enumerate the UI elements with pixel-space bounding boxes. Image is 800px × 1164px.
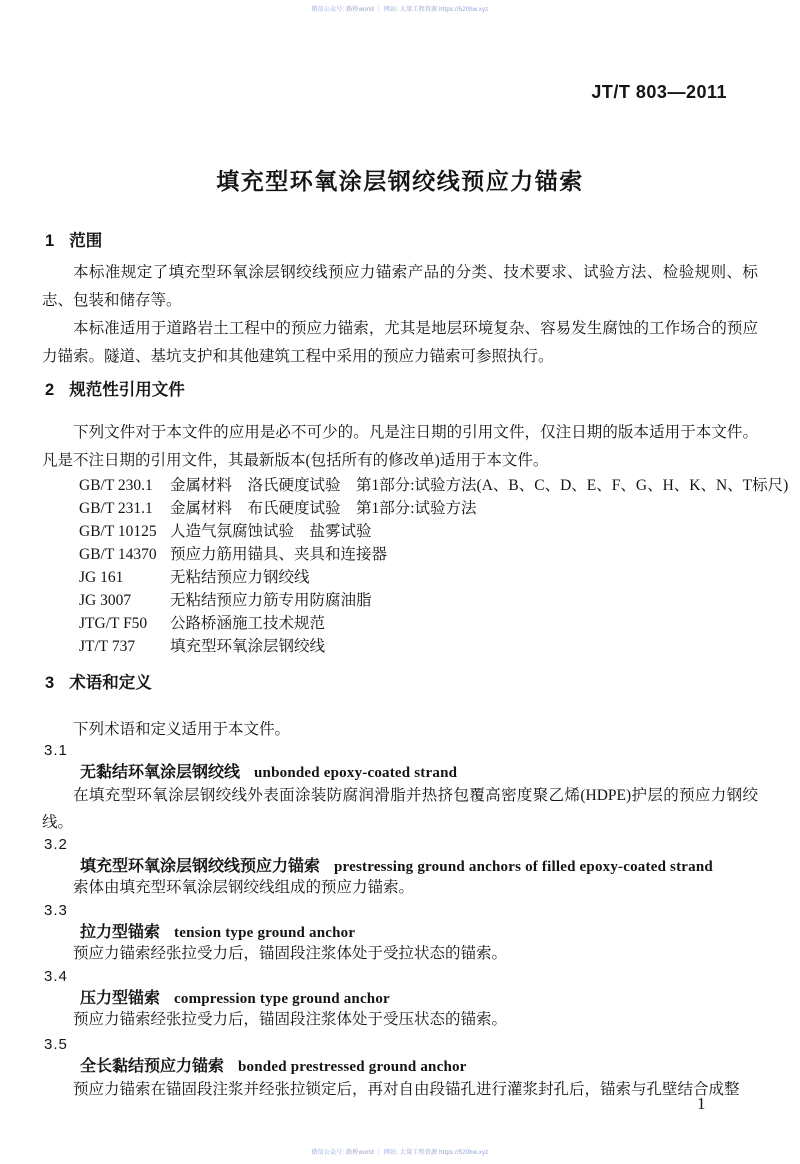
- reference-item: [79, 475, 789, 497]
- reference-code: JT/T 737: [79, 638, 136, 655]
- term-en: tension type ground anchor: [174, 925, 356, 941]
- term-zh: 全长黏结预应力锚索: [80, 1058, 225, 1075]
- reference-title: 无粘结预应力筋专用防腐油脂: [170, 592, 372, 609]
- term-number: 3.4: [44, 968, 68, 985]
- term-number: 3.3: [44, 902, 68, 919]
- term-number: 3.5: [44, 1036, 68, 1053]
- term-zh: 填充型环氧涂层钢绞线预应力锚索: [80, 858, 321, 875]
- term-definition: 预应力锚索经张拉受力后，锚固段注浆体处于受拉状态的锚索。: [73, 945, 508, 962]
- term-line: [80, 1056, 467, 1078]
- scope-paragraph-2: 本标准适用于道路岩土工程中的预应力锚索，尤其是地层环境复杂、容易发生腐蚀的工作场合的预应力锚索。隧道、基坑支护和其他建筑工程中采用的预应力锚索可参照执行。: [42, 320, 758, 365]
- term-definition: 索体由填充型环氧涂层钢绞线组成的预应力锚索。: [73, 879, 415, 896]
- reference-item: [79, 544, 759, 566]
- reference-code: GB/T 14370: [79, 546, 157, 563]
- section-1-title: 范围: [69, 232, 103, 250]
- reference-item: [79, 567, 759, 589]
- term-en: unbonded epoxy-coated strand: [254, 765, 458, 781]
- term-number: 3.2: [44, 836, 68, 853]
- reference-title: 填充型环氧涂层钢绞线: [170, 638, 326, 655]
- document-title: 填充型环氧涂层钢绞线预应力锚索: [216, 168, 584, 194]
- reference-title: 预应力筋用锚具、夹具和连接器: [170, 546, 388, 563]
- reference-title: 无粘结预应力钢绞线: [170, 569, 310, 586]
- reference-code: JG 161: [79, 569, 124, 586]
- reference-code: GB/T 10125: [79, 523, 157, 540]
- reference-item: [79, 521, 759, 543]
- reference-item: [79, 613, 759, 635]
- term-definition: 预应力锚索在锚固段注浆并经张拉锁定后，再对自由段锚孔进行灌浆封孔后，锚索与孔壁结合成整: [73, 1081, 740, 1098]
- term-en: bonded prestressed ground anchor: [238, 1059, 467, 1075]
- term-zh: 拉力型锚索: [80, 924, 161, 941]
- references-intro: 下列文件对于本文件的应用是必不可少的。凡是注日期的引用文件，仅注日期的版本适用于本文件。凡是不注日期的引用文件，其最新版本(包括所有的修改单)适用于本文件。: [42, 424, 758, 469]
- section-2-heading: [45, 376, 185, 400]
- term-en: prestressing ground anchors of filled epoxy-coated strand: [334, 859, 713, 875]
- term-zh: 压力型锚索: [80, 990, 161, 1007]
- reference-title: 金属材料 洛氏硬度试验 第1部分:试验方法(A、B、C、D、E、F、G、H、K、N、T标尺): [170, 477, 789, 494]
- section-2-number: 2: [45, 381, 55, 399]
- section-3-title: 术语和定义: [69, 674, 152, 692]
- reference-item: [79, 636, 759, 658]
- reference-title: 金属材料 布氏硬度试验 第1部分:试验方法: [170, 500, 477, 517]
- page-number: 1: [697, 1094, 706, 1113]
- term-line: [80, 762, 457, 784]
- section-3-heading: [45, 669, 152, 693]
- section-1-heading: [45, 227, 102, 251]
- term-zh: 无黏结环氧涂层钢绞线: [80, 764, 241, 781]
- reference-code: JG 3007: [79, 592, 132, 609]
- watermark-top: 微信公众号: 路桥world ｜ 网站: 大量工程资源 https://520hw.xyz: [311, 7, 489, 13]
- watermark-bottom: 微信公众号: 路桥world ｜ 网站: 大量工程资源 https://520hw.xyz: [311, 1150, 489, 1156]
- section-3-number: 3: [45, 674, 55, 692]
- term-definition: 在填充型环氧涂层钢绞线外表面涂装防腐润滑脂并热挤包覆高密度聚乙烯(HDPE)护层的预应力钢绞线。: [42, 787, 758, 831]
- reference-title: 公路桥涵施工技术规范: [170, 615, 326, 632]
- scope-paragraph-1: 本标准规定了填充型环氧涂层钢绞线预应力锚索产品的分类、技术要求、试验方法、检验规则、标志、包装和储存等。: [42, 264, 758, 309]
- reference-title: 人造气氛腐蚀试验 盐雾试验: [170, 523, 372, 540]
- term-number: 3.1: [44, 742, 68, 759]
- standard-number: JT/T 803—2011: [591, 82, 727, 102]
- section-2-title: 规范性引用文件: [69, 381, 185, 399]
- terms-intro: 下列术语和定义适用于本文件。: [73, 721, 291, 738]
- reference-item: [79, 590, 759, 612]
- reference-code: JTG/T F50: [79, 615, 148, 632]
- term-definition: 预应力锚索经张拉受力后，锚固段注浆体处于受压状态的锚索。: [73, 1011, 508, 1028]
- term-en: compression type ground anchor: [174, 991, 390, 1007]
- reference-code: GB/T 231.1: [79, 500, 153, 517]
- reference-item: [79, 498, 759, 520]
- reference-code: GB/T 230.1: [79, 477, 153, 494]
- section-1-number: 1: [45, 232, 55, 250]
